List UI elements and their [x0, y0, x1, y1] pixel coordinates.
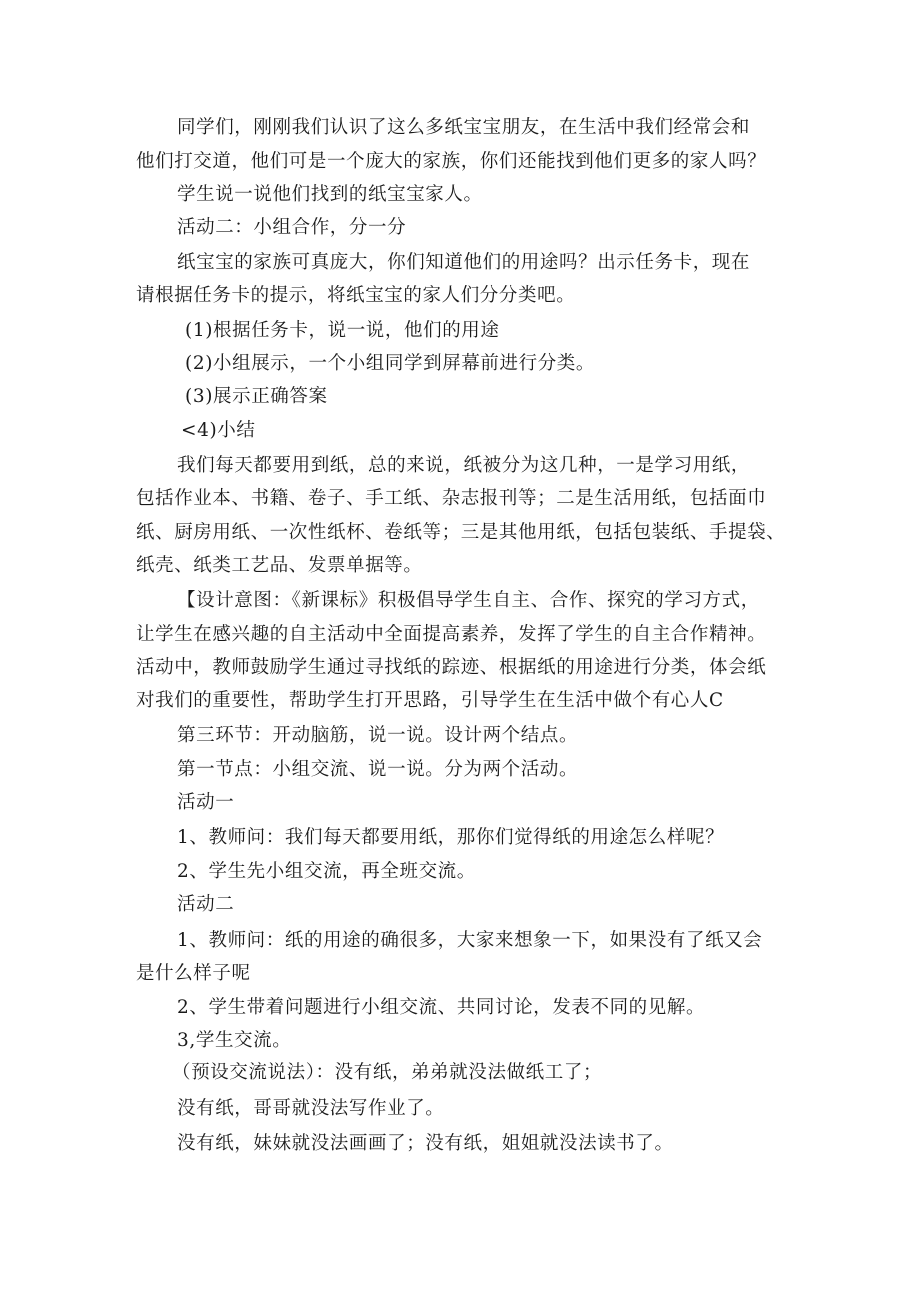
section-heading: 第一节点：小组交流、说一说。分为两个活动。	[177, 759, 579, 780]
section-heading: 第三环节：开动脑筋，说一说。设计两个结点。	[177, 725, 579, 746]
text-line: 纸宝宝的家族可真庞大，你们知道他们的用途吗？出示任务卡，现在	[177, 252, 751, 273]
text-line: 纸壳、纸类工艺品、发票单据等。	[136, 555, 423, 576]
text-line: 我们每天都要用到纸，总的来说，纸被分为这几种，一是学习用纸，	[177, 455, 751, 476]
text-line: 他们打交道，他们可是一个庞大的家族，你们还能找到他们更多的家人吗？	[136, 151, 767, 172]
list-item: 1、教师问：纸的用途的确很多，大家来想象一下，如果没有了纸又会	[177, 930, 763, 951]
list-item: <4)小结	[181, 420, 256, 441]
list-item: (2)小组展示，一个小组同学到屏幕前进行分类。	[185, 353, 596, 374]
text-line: 纸、厨房用纸、一次性纸杯、卷纸等；三是其他用纸，包括包装纸、手提袋、	[136, 522, 786, 543]
text-line: 没有纸，妹妹就没法画画了；没有纸，姐姐就没法读书了。	[177, 1133, 674, 1154]
design-intent-text: 【设计意图：《新课标》积极倡导学生自主、合作、探究的学习方式，	[177, 590, 760, 611]
text-line: 包括作业本、书籍、卷子、手工纸、杂志报刊等；二是生活用纸，包括面巾	[136, 488, 767, 509]
text-line: 学生说一说他们找到的纸宝宝家人。	[177, 184, 483, 205]
list-item: 2、学生先小组交流，再全班交流。	[177, 861, 476, 882]
text-line: 没有纸，哥哥就没法写作业了。	[177, 1098, 445, 1119]
activity-heading: 活动二	[177, 894, 235, 915]
list-item: 3,学生交流。	[177, 1030, 292, 1051]
list-item: (1)根据任务卡，说一说，他们的用途	[185, 320, 500, 341]
text-line: 是什么样子呢	[136, 963, 251, 984]
design-intent-text: 让学生在感兴趣的自主活动中全面提高素养，发挥了学生的自主合作精神。	[136, 624, 767, 645]
design-intent-text: 活动中，教师鼓励学生通过寻找纸的踪迹、根据纸的用途进行分类，体会纸	[136, 657, 767, 678]
activity-heading: 活动一	[177, 792, 235, 813]
section-heading: 活动二：小组合作，分一分	[177, 217, 407, 238]
text-line: （预设交流说法）：没有纸，弟弟就没法做纸工了；	[172, 1062, 603, 1083]
list-item: 2、学生带着问题进行小组交流、共同讨论，发表不同的见解。	[177, 997, 706, 1018]
text-line: 同学们，刚刚我们认识了这么多纸宝宝朋友，在生活中我们经常会和	[177, 117, 751, 138]
design-intent-text: 对我们的重要性，帮助学生打开思路，引导学生在生活中做个有心人C	[136, 690, 724, 711]
list-item: (3)展示正确答案	[185, 386, 328, 407]
list-item: 1、教师问：我们每天都要用纸，那你们觉得纸的用途怎么样呢？	[177, 827, 725, 848]
text-line: 请根据任务卡的提示，将纸宝宝的家人们分分类吧。	[136, 285, 576, 306]
